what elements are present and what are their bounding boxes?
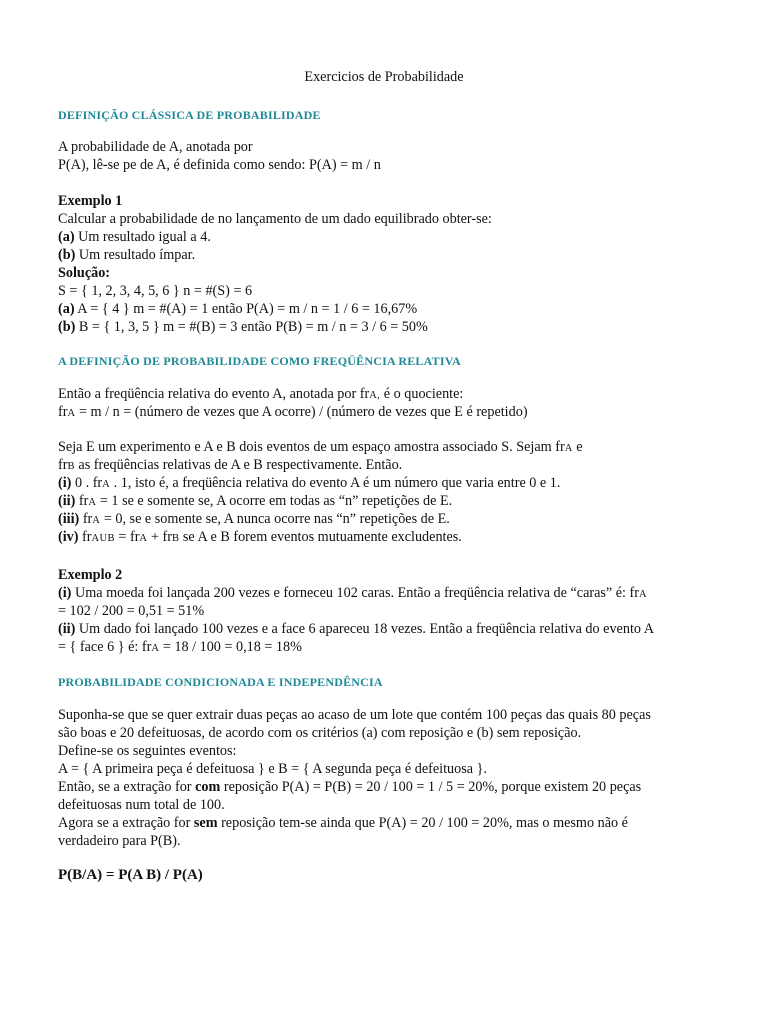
relative-frequency-definition — [58, 385, 718, 421]
text-span: Então, se a extração for — [58, 779, 196, 795]
subscript: B — [67, 461, 75, 472]
solution-label: Solução: — [58, 265, 111, 281]
text-span: 0 . fr — [71, 475, 103, 491]
text-span: Seja E um experimento e A e B dois eventos de um espaço amostra associado S. Sejam fr — [58, 439, 565, 455]
text-span: Uma moeda foi lançada 200 vezes e forneceu 102 caras. Então a freqüência relativa de “caras” é: fr — [71, 585, 639, 601]
text-span: + fr — [147, 529, 172, 545]
text-line: P(A), lê-se pe de A, é definida como sendo: P(A) = m / n — [58, 157, 381, 173]
text-line — [58, 438, 718, 456]
text-span: fr — [78, 529, 92, 545]
subscript: B — [171, 533, 180, 544]
text-span: as freqüências relativas de A e B respectivamente. Então. — [74, 457, 403, 473]
section-heading-conditional-probability: PROBABILIDADE CONDICIONADA E INDEPENDÊNCIA — [58, 675, 383, 689]
relative-frequency-properties — [58, 438, 718, 546]
text-span: fr — [58, 404, 68, 420]
text-line — [58, 403, 718, 421]
section-heading-classical-definition: DEFINIÇÃO CLÁSSICA DE PROBABILIDADE — [58, 108, 321, 122]
emphasis: sem — [193, 815, 218, 831]
text-span: fr — [75, 493, 89, 509]
property-i — [58, 474, 718, 492]
text-span: e — [572, 439, 583, 455]
subscript: A — [139, 533, 148, 544]
example-2 — [58, 566, 718, 656]
text-line — [58, 778, 718, 796]
text-line: verdadeiro para P(B). — [58, 833, 181, 849]
document-title: Exercicios de Probabilidade — [304, 69, 464, 85]
text-line — [58, 456, 718, 474]
text-line: são boas e 20 defeituosas, de acordo com os critérios (a) com reposição e (b) sem reposição. — [58, 725, 582, 741]
text-line: Suponha-se que se quer extrair duas peças ao acaso de um lote que contém 100 peças das quais 80 peças — [58, 707, 651, 723]
subscript: A — [639, 589, 647, 600]
text-line — [58, 228, 718, 246]
item-label: (iv) — [58, 529, 79, 545]
text-span: = 1 se e somente se, A ocorre em todas as “n” repetições de E. — [96, 493, 453, 509]
property-ii — [58, 492, 718, 510]
text-span: reposição P(A) = P(B) = 20 / 100 = 1 / 5 = 20%, porque existem 20 peças — [220, 779, 642, 795]
text-span: fr — [79, 511, 93, 527]
item-label: (ii) — [58, 621, 76, 637]
text-line — [58, 300, 718, 318]
subscript: A — [102, 479, 111, 490]
text-span: = { face 6 } é: fr — [58, 639, 152, 655]
conditional-probability-formula: P(B/A) = P(A B) / P(A) — [58, 867, 203, 883]
text-line: A probabilidade de A, anotada por — [58, 139, 253, 155]
conditional-probability-text — [58, 706, 718, 850]
text-line — [58, 246, 718, 264]
subscript: A — [92, 515, 101, 526]
text-span: Então a freqüência relativa do evento A, anotada por fr — [58, 386, 370, 402]
text-line: Define-se os seguintes eventos: — [58, 743, 237, 759]
item-label: (b) — [58, 247, 76, 263]
text-span: se A e B forem eventos mutuamente excludentes. — [179, 529, 462, 545]
item-label: (iii) — [58, 511, 80, 527]
text-line — [58, 318, 718, 336]
text-span: Agora se a extração for — [58, 815, 194, 831]
item-label: (ii) — [58, 493, 76, 509]
item-label: (b) — [58, 319, 76, 335]
text-line — [58, 638, 718, 656]
text-line — [58, 814, 718, 832]
item-text: B = { 1, 3, 5 } m = #(B) = 3 então P(B) = m / n = 3 / 6 = 50% — [75, 319, 428, 335]
item-label: (a) — [58, 301, 75, 317]
subscript: A — [564, 443, 573, 454]
subscript: A — [151, 643, 160, 654]
example-1 — [58, 192, 718, 336]
text-span: = 18 / 100 = 0,18 = 18% — [159, 639, 302, 655]
text-line — [58, 584, 718, 602]
subscript: A — [88, 497, 97, 508]
example-title: Exemplo 1 — [58, 193, 123, 209]
property-iii — [58, 510, 718, 528]
section-heading-relative-frequency: A DEFINIÇÃO DE PROBABILIDADE COMO FREQÜÊNCIA RELATIVA — [58, 354, 461, 368]
text-span: = 0, se e somente se, A nunca ocorre nas “n” repetições de E. — [100, 511, 450, 527]
text-line — [58, 385, 718, 403]
item-text: A = { 4 } m = #(A) = 1 então P(A) = m / n = 1 / 6 = 16,67% — [74, 301, 418, 317]
text-line: = 102 / 200 = 0,51 = 51% — [58, 603, 205, 619]
text-span: Um dado foi lançado 100 vezes e a face 6 apareceu 18 vezes. Então a freqüência relativa do evento A — [75, 621, 654, 637]
subscript: A — [67, 408, 76, 419]
text-span: reposição tem-se ainda que P(A) = 20 / 100 = 20%, mas o mesmo não é — [217, 815, 628, 831]
text-span: . 1, isto é, a freqüência relativa do evento A é um número que varia entre 0 e 1. — [110, 475, 561, 491]
text-span: = fr — [114, 529, 140, 545]
text-span: fr — [58, 457, 68, 473]
item-text: Um resultado ímpar. — [75, 247, 196, 263]
text-line: S = { 1, 2, 3, 4, 5, 6 } n = #(S) = 6 — [58, 283, 253, 299]
item-label: (i) — [58, 475, 72, 491]
classical-definition-text — [58, 138, 718, 174]
example-title: Exemplo 2 — [58, 567, 123, 583]
subscript: AUB — [91, 533, 115, 544]
text-line: Calcular a probabilidade de no lançamento de um dado equilibrado obter-se: — [58, 211, 492, 227]
item-text: Um resultado igual a 4. — [74, 229, 211, 245]
text-span: = m / n = (número de vezes que A ocorre) / (número de vezes que E é repetido) — [75, 404, 528, 420]
item-label: (a) — [58, 229, 75, 245]
emphasis: com — [195, 779, 221, 795]
subscript: A, — [369, 390, 381, 401]
text-line: defeituosas num total de 100. — [58, 797, 225, 813]
text-line — [58, 620, 718, 638]
text-span: é o quociente: — [380, 386, 464, 402]
property-iv — [58, 528, 718, 546]
item-label: (i) — [58, 585, 72, 601]
text-line: A = { A primeira peça é defeituosa } e B = { A segunda peça é defeituosa }. — [58, 761, 487, 777]
